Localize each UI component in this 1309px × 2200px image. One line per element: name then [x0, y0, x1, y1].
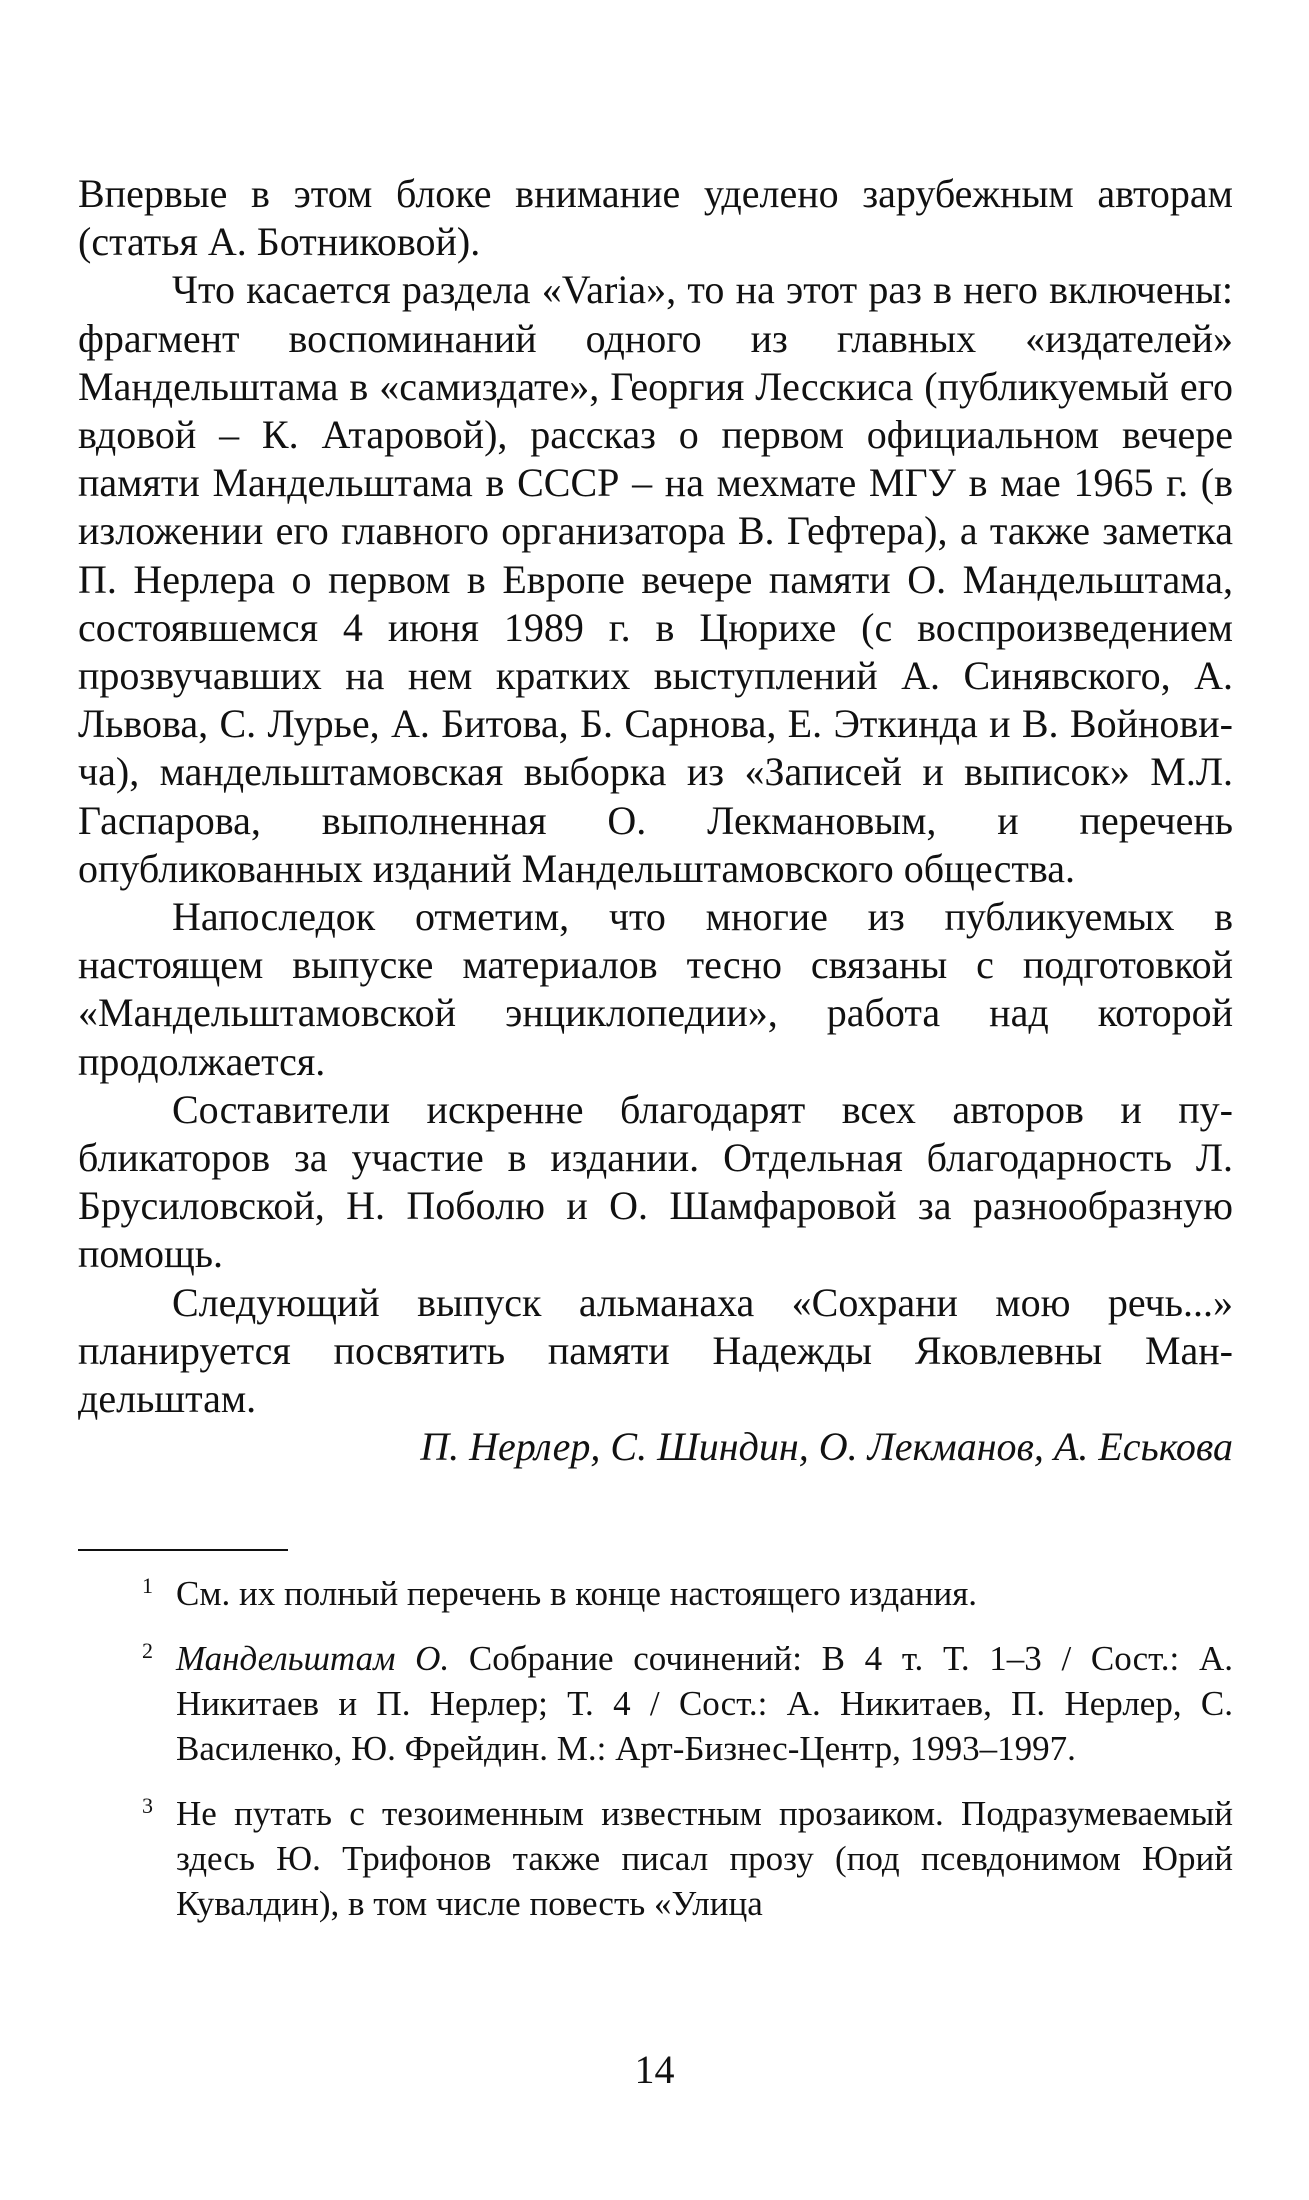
footnote-2 [78, 1628, 1233, 1771]
authors-signature: П. Нерлер, С. Шиндин, О. Лекманов, А. Еськова [420, 1424, 1233, 1470]
paragraph-3: Напоследок отметим, что многие из публикуемых в настоящем выпуске материалов тесно связаны с подготовкой «Мандельштамовской энциклопедии», работа над которой продолжается. [78, 894, 1233, 1084]
paragraph-1: Впервые в этом блоке внимание уделено зарубежным авторам (статья А. Ботниковой). [78, 171, 1233, 265]
paragraph-2: Что касается раздела «Varia», то на этот раз в него включены: фрагмент воспоминаний одного из главных «издателей» Мандельштама в «самиздате», Георгия Лесскиса (публикуемый его вдовой – К. Атаровой), рассказ о первом официальном вечере памяти Мандельштама в СССР – на мехмате МГУ в мае 1965 г. (в изложении его главного организатора В. Гефтера), а также заметка П. Нерлера о первом в Европе вечере памяти О. Мандельштама, состоявшемся 4 июня 1989 г. в Цюрихе (с воспроизведением прозвучавших на нем кратких выступлений А. Синявского, А. Львова, С. Лурье, А. Битова, Б. Сарнова, Е. Эткинда и В. Войновича), мандельштамовская выборка из «Записей и выписок» М.Л. Гаспарова, выполненная О. Лекмановым, и перечень опубликованных изданий Мандельштамовского общества. [78, 267, 1233, 891]
page-number: 14 [634, 2047, 675, 2092]
footnote-mark: 1 [142, 1573, 153, 1599]
footnote-divider [78, 1549, 288, 1551]
footnote-3 [78, 1783, 1233, 1926]
footnotes [78, 1563, 1233, 1926]
footnote-mark: 2 [142, 1638, 153, 1664]
footnote-1 [78, 1563, 1233, 1616]
footnote-mark: 3 [142, 1793, 153, 1819]
footnote-italic: Мандельштам О. [176, 1639, 450, 1679]
footnote-text: Собрание сочинений: В 4 т. Т. 1–3 / Сост.: А. Никитаев и П. Нерлер; Т. 4 / Сост.: А. Никитаев, П. Нерлер, С. Василенко, Ю. Фрейдин. М.: Арт-Бизнес-Центр, 1993–1997. [176, 1639, 1233, 1769]
footnote-text: Не путать с тезоименным известным прозаиком. Подразумеваемый здесь Ю. Трифонов также писал прозу (под псевдонимом Юрий Кувалдин), в том числе повесть «Улица [176, 1794, 1233, 1924]
paragraph-5: Следующий выпуск альманаха «Сохрани мою речь...» планируется посвятить памяти Надежды Яковлевны Мандельштам. [78, 1279, 1233, 1422]
footnote-text: См. их полный перечень в конце настоящего издания. [176, 1574, 978, 1614]
paragraph-4: Составители искренне благодарят всех авторов и публикаторов за участие в издании. Отдельная благодарность Л. Брусиловской, Н. Поболю и О. Шамфаровой за разнообразную помощь. [78, 1086, 1233, 1277]
page-content [78, 170, 1233, 1938]
